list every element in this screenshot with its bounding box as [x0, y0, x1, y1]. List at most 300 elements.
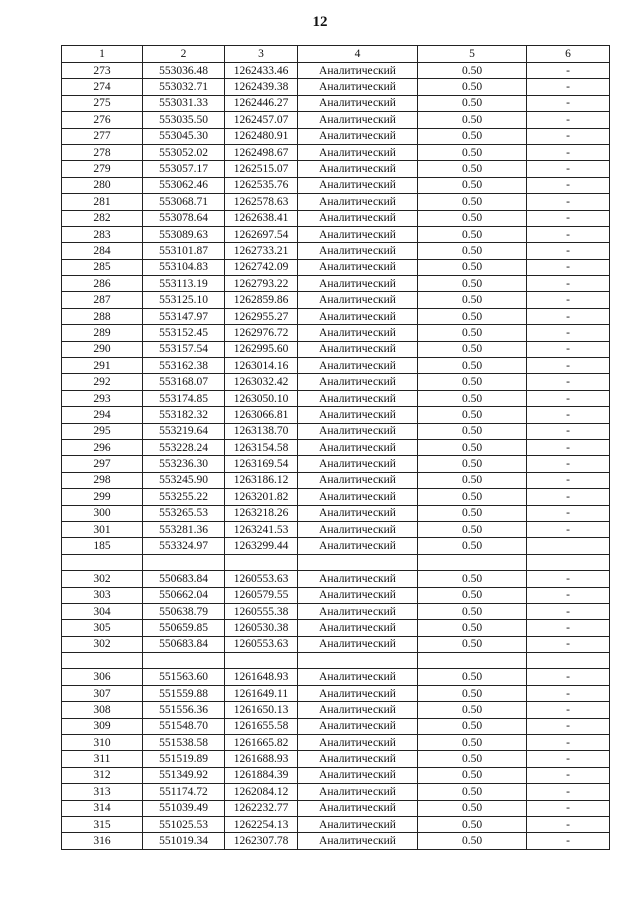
y-coordinate-cell: 1262084.12 [225, 784, 298, 800]
header-col-1: 1 [62, 46, 143, 63]
point-number-cell: 292 [62, 374, 143, 390]
method-cell: Аналитический [298, 685, 418, 701]
note-cell: - [527, 194, 610, 210]
method-cell: Аналитический [298, 603, 418, 619]
header-col-3: 3 [225, 46, 298, 63]
table-row [62, 128, 610, 144]
header-col-6: 6 [527, 46, 610, 63]
accuracy-cell: 0.50 [418, 784, 527, 800]
point-number-cell: 277 [62, 128, 143, 144]
empty-cell [527, 554, 610, 570]
accuracy-cell: 0.50 [418, 767, 527, 783]
table-row [62, 439, 610, 455]
table-row [62, 603, 610, 619]
table-row [62, 194, 610, 210]
point-number-cell: 293 [62, 390, 143, 406]
method-cell: Аналитический [298, 374, 418, 390]
method-cell: Аналитический [298, 669, 418, 685]
note-cell: - [527, 702, 610, 718]
table-row [62, 538, 610, 554]
table-row [62, 718, 610, 734]
table-row [62, 308, 610, 324]
spacer-row [62, 554, 610, 570]
point-number-cell: 275 [62, 95, 143, 111]
note-cell: - [527, 210, 610, 226]
point-number-cell: 281 [62, 194, 143, 210]
note-cell: - [527, 128, 610, 144]
method-cell: Аналитический [298, 587, 418, 603]
accuracy-cell: 0.50 [418, 816, 527, 832]
method-cell: Аналитический [298, 816, 418, 832]
note-cell: - [527, 95, 610, 111]
y-coordinate-cell: 1263169.54 [225, 456, 298, 472]
method-cell: Аналитический [298, 226, 418, 242]
y-coordinate-cell: 1261665.82 [225, 735, 298, 751]
header-col-5: 5 [418, 46, 527, 63]
method-cell: Аналитический [298, 702, 418, 718]
x-coordinate-cell: 553152.45 [143, 325, 225, 341]
note-cell: - [527, 374, 610, 390]
note-cell: - [527, 144, 610, 160]
method-cell: Аналитический [298, 521, 418, 537]
method-cell: Аналитический [298, 292, 418, 308]
point-number-cell: 291 [62, 358, 143, 374]
note-cell: - [527, 505, 610, 521]
x-coordinate-cell: 550683.84 [143, 571, 225, 587]
note-cell: - [527, 816, 610, 832]
method-cell: Аналитический [298, 341, 418, 357]
empty-cell [527, 653, 610, 669]
table-row [62, 620, 610, 636]
accuracy-cell: 0.50 [418, 95, 527, 111]
table-row [62, 587, 610, 603]
x-coordinate-cell: 553057.17 [143, 161, 225, 177]
method-cell: Аналитический [298, 161, 418, 177]
note-cell: - [527, 79, 610, 95]
method-cell: Аналитический [298, 259, 418, 275]
method-cell: Аналитический [298, 128, 418, 144]
x-coordinate-cell: 550683.84 [143, 636, 225, 652]
empty-cell [225, 554, 298, 570]
y-coordinate-cell: 1262232.77 [225, 800, 298, 816]
x-coordinate-cell: 551174.72 [143, 784, 225, 800]
point-number-cell: 314 [62, 800, 143, 816]
accuracy-cell: 0.50 [418, 177, 527, 193]
y-coordinate-cell: 1262742.09 [225, 259, 298, 275]
y-coordinate-cell: 1263154.58 [225, 439, 298, 455]
empty-cell [143, 653, 225, 669]
point-number-cell: 279 [62, 161, 143, 177]
y-coordinate-cell: 1263241.53 [225, 521, 298, 537]
table-row [62, 144, 610, 160]
method-cell: Аналитический [298, 784, 418, 800]
table-row [62, 407, 610, 423]
point-number-cell: 282 [62, 210, 143, 226]
table-row [62, 79, 610, 95]
x-coordinate-cell: 553228.24 [143, 439, 225, 455]
empty-cell [418, 653, 527, 669]
accuracy-cell: 0.50 [418, 325, 527, 341]
y-coordinate-cell: 1261650.13 [225, 702, 298, 718]
method-cell: Аналитический [298, 243, 418, 259]
accuracy-cell: 0.50 [418, 259, 527, 275]
x-coordinate-cell: 553236.30 [143, 456, 225, 472]
y-coordinate-cell: 1262480.91 [225, 128, 298, 144]
accuracy-cell: 0.50 [418, 669, 527, 685]
y-coordinate-cell: 1262697.54 [225, 226, 298, 242]
y-coordinate-cell: 1263186.12 [225, 472, 298, 488]
y-coordinate-cell: 1262638.41 [225, 210, 298, 226]
x-coordinate-cell: 553032.71 [143, 79, 225, 95]
table-row [62, 358, 610, 374]
table-row [62, 177, 610, 193]
empty-cell [62, 653, 143, 669]
point-number-cell: 306 [62, 669, 143, 685]
x-coordinate-cell: 553162.38 [143, 358, 225, 374]
accuracy-cell: 0.50 [418, 63, 527, 79]
table-body [62, 63, 610, 850]
x-coordinate-cell: 551559.88 [143, 685, 225, 701]
x-coordinate-cell: 553168.07 [143, 374, 225, 390]
accuracy-cell: 0.50 [418, 144, 527, 160]
table-row [62, 669, 610, 685]
accuracy-cell: 0.50 [418, 685, 527, 701]
note-cell: - [527, 751, 610, 767]
method-cell: Аналитический [298, 439, 418, 455]
method-cell: Аналитический [298, 456, 418, 472]
table-row [62, 325, 610, 341]
note-cell: - [527, 292, 610, 308]
y-coordinate-cell: 1261649.11 [225, 685, 298, 701]
x-coordinate-cell: 553219.64 [143, 423, 225, 439]
x-coordinate-cell: 553036.48 [143, 63, 225, 79]
x-coordinate-cell: 551538.58 [143, 735, 225, 751]
method-cell: Аналитический [298, 767, 418, 783]
x-coordinate-cell: 550638.79 [143, 603, 225, 619]
note-cell: - [527, 669, 610, 685]
x-coordinate-cell: 553078.64 [143, 210, 225, 226]
y-coordinate-cell: 1261648.93 [225, 669, 298, 685]
note-cell: - [527, 636, 610, 652]
x-coordinate-cell: 551349.92 [143, 767, 225, 783]
table-row [62, 226, 610, 242]
y-coordinate-cell: 1263066.81 [225, 407, 298, 423]
y-coordinate-cell: 1263032.42 [225, 374, 298, 390]
table-row [62, 243, 610, 259]
y-coordinate-cell: 1263138.70 [225, 423, 298, 439]
table-row [62, 292, 610, 308]
accuracy-cell: 0.50 [418, 800, 527, 816]
header-col-4: 4 [298, 46, 418, 63]
note-cell: - [527, 735, 610, 751]
accuracy-cell: 0.50 [418, 243, 527, 259]
accuracy-cell: 0.50 [418, 423, 527, 439]
point-number-cell: 313 [62, 784, 143, 800]
note-cell: - [527, 767, 610, 783]
table-row [62, 456, 610, 472]
y-coordinate-cell: 1262254.13 [225, 816, 298, 832]
point-number-cell: 286 [62, 276, 143, 292]
y-coordinate-cell: 1262955.27 [225, 308, 298, 324]
x-coordinate-cell: 553035.50 [143, 112, 225, 128]
note-cell: - [527, 521, 610, 537]
note-cell: - [527, 226, 610, 242]
note-cell: - [527, 685, 610, 701]
point-number-cell: 310 [62, 735, 143, 751]
note-cell: - [527, 833, 610, 849]
note-cell: - [527, 390, 610, 406]
note-cell: - [527, 177, 610, 193]
note-cell: - [527, 800, 610, 816]
point-number-cell: 316 [62, 833, 143, 849]
empty-cell [298, 653, 418, 669]
point-number-cell: 285 [62, 259, 143, 275]
method-cell: Аналитический [298, 276, 418, 292]
method-cell: Аналитический [298, 472, 418, 488]
method-cell: Аналитический [298, 144, 418, 160]
accuracy-cell: 0.50 [418, 735, 527, 751]
y-coordinate-cell: 1262859.86 [225, 292, 298, 308]
method-cell: Аналитический [298, 63, 418, 79]
x-coordinate-cell: 553157.54 [143, 341, 225, 357]
method-cell: Аналитический [298, 505, 418, 521]
point-number-cell: 273 [62, 63, 143, 79]
note-cell: - [527, 423, 610, 439]
x-coordinate-cell: 553182.32 [143, 407, 225, 423]
point-number-cell: 298 [62, 472, 143, 488]
x-coordinate-cell: 553089.63 [143, 226, 225, 242]
table-row [62, 489, 610, 505]
coordinates-table [61, 45, 610, 850]
method-cell: Аналитический [298, 423, 418, 439]
accuracy-cell: 0.50 [418, 702, 527, 718]
x-coordinate-cell: 553147.97 [143, 308, 225, 324]
table-row [62, 784, 610, 800]
point-number-cell: 304 [62, 603, 143, 619]
note-cell: - [527, 718, 610, 734]
x-coordinate-cell: 553045.30 [143, 128, 225, 144]
y-coordinate-cell: 1262446.27 [225, 95, 298, 111]
point-number-cell: 283 [62, 226, 143, 242]
table-row [62, 95, 610, 111]
table-row [62, 374, 610, 390]
method-cell: Аналитический [298, 112, 418, 128]
x-coordinate-cell: 551563.60 [143, 669, 225, 685]
point-number-cell: 288 [62, 308, 143, 324]
x-coordinate-cell: 550662.04 [143, 587, 225, 603]
table-row [62, 505, 610, 521]
method-cell: Аналитический [298, 538, 418, 554]
table-row [62, 767, 610, 783]
y-coordinate-cell: 1261884.39 [225, 767, 298, 783]
note-cell: - [527, 161, 610, 177]
y-coordinate-cell: 1262307.78 [225, 833, 298, 849]
point-number-cell: 297 [62, 456, 143, 472]
point-number-cell: 308 [62, 702, 143, 718]
table-row [62, 735, 610, 751]
point-number-cell: 299 [62, 489, 143, 505]
method-cell: Аналитический [298, 390, 418, 406]
point-number-cell: 309 [62, 718, 143, 734]
table-row [62, 472, 610, 488]
point-number-cell: 311 [62, 751, 143, 767]
x-coordinate-cell: 553265.53 [143, 505, 225, 521]
note-cell: - [527, 276, 610, 292]
accuracy-cell: 0.50 [418, 341, 527, 357]
x-coordinate-cell: 553174.85 [143, 390, 225, 406]
table-row [62, 816, 610, 832]
y-coordinate-cell: 1263201.82 [225, 489, 298, 505]
point-number-cell: 287 [62, 292, 143, 308]
table-row [62, 571, 610, 587]
y-coordinate-cell: 1260553.63 [225, 571, 298, 587]
note-cell: - [527, 456, 610, 472]
y-coordinate-cell: 1262578.63 [225, 194, 298, 210]
table-row [62, 112, 610, 128]
accuracy-cell: 0.50 [418, 505, 527, 521]
y-coordinate-cell: 1262995.60 [225, 341, 298, 357]
accuracy-cell: 0.50 [418, 161, 527, 177]
note-cell: - [527, 439, 610, 455]
table-row [62, 276, 610, 292]
point-number-cell: 296 [62, 439, 143, 455]
point-number-cell: 302 [62, 571, 143, 587]
accuracy-cell: 0.50 [418, 603, 527, 619]
note-cell: - [527, 341, 610, 357]
point-number-cell: 300 [62, 505, 143, 521]
note-cell: - [527, 784, 610, 800]
method-cell: Аналитический [298, 177, 418, 193]
y-coordinate-cell: 1261655.58 [225, 718, 298, 734]
table-row [62, 751, 610, 767]
x-coordinate-cell: 551025.53 [143, 816, 225, 832]
method-cell: Аналитический [298, 751, 418, 767]
empty-cell [225, 653, 298, 669]
accuracy-cell: 0.50 [418, 456, 527, 472]
y-coordinate-cell: 1262515.07 [225, 161, 298, 177]
accuracy-cell: 0.50 [418, 358, 527, 374]
x-coordinate-cell: 553255.22 [143, 489, 225, 505]
note-cell: - [527, 489, 610, 505]
point-number-cell: 276 [62, 112, 143, 128]
table-row [62, 636, 610, 652]
x-coordinate-cell: 553104.83 [143, 259, 225, 275]
y-coordinate-cell: 1260530.38 [225, 620, 298, 636]
accuracy-cell: 0.50 [418, 718, 527, 734]
y-coordinate-cell: 1262535.76 [225, 177, 298, 193]
note-cell: - [527, 620, 610, 636]
accuracy-cell: 0.50 [418, 489, 527, 505]
point-number-cell: 315 [62, 816, 143, 832]
point-number-cell: 294 [62, 407, 143, 423]
method-cell: Аналитический [298, 194, 418, 210]
y-coordinate-cell: 1263299.44 [225, 538, 298, 554]
note-cell: - [527, 587, 610, 603]
point-number-cell: 301 [62, 521, 143, 537]
y-coordinate-cell: 1262439.38 [225, 79, 298, 95]
accuracy-cell: 0.50 [418, 128, 527, 144]
accuracy-cell: 0.50 [418, 751, 527, 767]
y-coordinate-cell: 1262498.67 [225, 144, 298, 160]
method-cell: Аналитический [298, 636, 418, 652]
header-col-2: 2 [143, 46, 225, 63]
point-number-cell: 305 [62, 620, 143, 636]
method-cell: Аналитический [298, 358, 418, 374]
table-row [62, 702, 610, 718]
note-cell: - [527, 325, 610, 341]
accuracy-cell: 0.50 [418, 636, 527, 652]
point-number-cell: 284 [62, 243, 143, 259]
table-row [62, 800, 610, 816]
accuracy-cell: 0.50 [418, 472, 527, 488]
accuracy-cell: 0.50 [418, 407, 527, 423]
method-cell: Аналитический [298, 735, 418, 751]
y-coordinate-cell: 1262793.22 [225, 276, 298, 292]
x-coordinate-cell: 550659.85 [143, 620, 225, 636]
method-cell: Аналитический [298, 489, 418, 505]
note-cell: - [527, 63, 610, 79]
y-coordinate-cell: 1263218.26 [225, 505, 298, 521]
spacer-row [62, 653, 610, 669]
method-cell: Аналитический [298, 833, 418, 849]
method-cell: Аналитический [298, 571, 418, 587]
method-cell: Аналитический [298, 95, 418, 111]
accuracy-cell: 0.50 [418, 210, 527, 226]
point-number-cell: 289 [62, 325, 143, 341]
method-cell: Аналитический [298, 620, 418, 636]
coordinates-table-container [61, 45, 609, 850]
x-coordinate-cell: 553031.33 [143, 95, 225, 111]
table-row [62, 423, 610, 439]
x-coordinate-cell: 553125.10 [143, 292, 225, 308]
accuracy-cell: 0.50 [418, 276, 527, 292]
x-coordinate-cell: 553052.02 [143, 144, 225, 160]
accuracy-cell: 0.50 [418, 226, 527, 242]
accuracy-cell: 0.50 [418, 833, 527, 849]
accuracy-cell: 0.50 [418, 308, 527, 324]
y-coordinate-cell: 1261688.93 [225, 751, 298, 767]
note-cell: - [527, 603, 610, 619]
x-coordinate-cell: 553113.19 [143, 276, 225, 292]
x-coordinate-cell: 553101.87 [143, 243, 225, 259]
note-cell: - [527, 308, 610, 324]
point-number-cell: 295 [62, 423, 143, 439]
accuracy-cell: 0.50 [418, 194, 527, 210]
empty-cell [418, 554, 527, 570]
y-coordinate-cell: 1260555.38 [225, 603, 298, 619]
accuracy-cell: 0.50 [418, 439, 527, 455]
method-cell: Аналитический [298, 308, 418, 324]
x-coordinate-cell: 553062.46 [143, 177, 225, 193]
method-cell: Аналитический [298, 800, 418, 816]
point-number-cell: 274 [62, 79, 143, 95]
table-row [62, 833, 610, 849]
header-row [62, 46, 610, 63]
y-coordinate-cell: 1262433.46 [225, 63, 298, 79]
y-coordinate-cell: 1260579.55 [225, 587, 298, 603]
accuracy-cell: 0.50 [418, 390, 527, 406]
note-cell: - [527, 472, 610, 488]
accuracy-cell: 0.50 [418, 521, 527, 537]
point-number-cell: 280 [62, 177, 143, 193]
x-coordinate-cell: 553324.97 [143, 538, 225, 554]
method-cell: Аналитический [298, 718, 418, 734]
table-row [62, 63, 610, 79]
note-cell: - [527, 243, 610, 259]
table-row [62, 259, 610, 275]
empty-cell [62, 554, 143, 570]
accuracy-cell: 0.50 [418, 538, 527, 554]
